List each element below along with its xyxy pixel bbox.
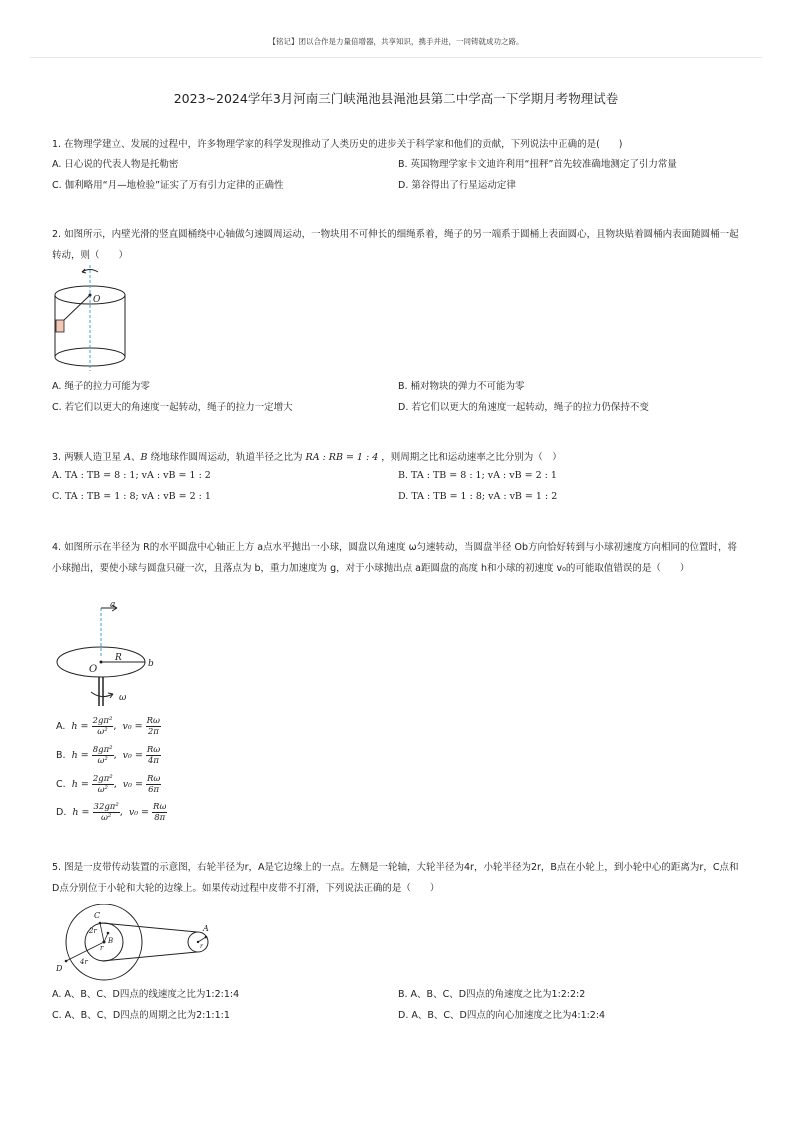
q5-stem: 5. 图是一皮带传动装置的示意图，右轮半径为r，A是它边缘上的一点。左侧是一轮轴，大轮半径为4r，小轮半径为2r，B点在小轮上，到小轮中心的距离为r，C点和D点分别位于小轮和大轮的边缘上。如果传动过程中皮带不打滑，下列说法正确的是（ ） [52, 862, 739, 894]
q4-stem: 4. 如图所示在半径为 R的水平圆盘中心轴正上方 a点水平抛出一小球，圆盘以角速度 ω匀速转动，当圆盘半径 Ob方向恰好转到与小球初速度方向相同的位置时，将小球抛出，要使小球与圆盘只碰一次，且落点为 b，重力加速度为 g，对于小球抛出点 a距圆盘的高度 h和小球的初速度 v₀的可能取值错误的是（ ） [52, 542, 738, 574]
q4-option-c: C. h = $\frac{\text{2gπ²}}{\text{ω²}}$ , v₀ = $\frac{R\omega}{6\pi}$ [56, 774, 161, 795]
q3-stem-ab: A、B [124, 452, 148, 463]
q1-option-b: B. 英国物理学家卡文迪许利用“扭秤”首先较准确地测定了引力常量 [398, 159, 677, 170]
q3-stem-ratio: RA : RB = 1 : 4 [305, 452, 379, 463]
q4-label-r: R [115, 653, 122, 663]
q1-option-c: C. 伽利略用“月—地检验”证实了万有引力定律的正确性 [52, 180, 284, 191]
q2-option-d: D. 若它们以更大的角速度一起转动，绳子的拉力仍保持不变 [398, 402, 649, 413]
q5-label-c: C [94, 911, 101, 920]
q3-stem [52, 447, 742, 468]
q5-label-d: D [56, 964, 63, 973]
q4-disk-figure [55, 600, 165, 708]
q2-option-a: A. 绳子的拉力可能为零 [52, 381, 150, 392]
q2-option-b: B. 桶对物块的弹力不可能为零 [398, 381, 525, 392]
q1-option-a: A. 日心说的代表人物是托勒密 [52, 159, 179, 170]
q3-stem-mid: 绕地球作圆周运动，轨道半径之比为 [150, 452, 303, 463]
header-note: 【铭记】团以合作是力量倍增器，共享知识，携手并进，一同铸就成功之路。 [268, 37, 524, 46]
q4-option-a: A. h = $\frac{\text{2gπ²}}{\text{ω²}}$ , v₀ = $\frac{R\omega}{2\pi}$ [56, 716, 160, 737]
q2-option-c: C. 若它们以更大的角速度一起转动，绳子的拉力一定增大 [52, 402, 293, 413]
q5-option-a: A. A、B、C、D四点的线速度之比为1:2:1:4 [52, 989, 240, 1000]
q4-option-d: D. h = $\frac{\text{32gπ²}}{\text{ω²}}$ , v₀ = $\frac{R\omega}{8\pi}$ [56, 802, 167, 823]
header-divider [30, 57, 762, 58]
q5-label-b: B [108, 937, 114, 945]
q5-belt-drive-figure [52, 904, 217, 984]
q2-cylinder-figure [50, 265, 135, 373]
q5-label-2r: 2r [89, 927, 97, 935]
q3-stem-pre: 3. 两颗人造卫星 [52, 452, 122, 463]
q5-label-r-a: r [200, 943, 203, 950]
q3-option-a: A. TA : TB = 8 : 1; vA : vB = 1 : 2 [52, 470, 211, 481]
q5-label-a: A [203, 924, 209, 933]
q5-option-b: B. A、B、C、D四点的角速度之比为1:2:2:2 [398, 989, 586, 1000]
q5-label-4r: 4r [80, 958, 88, 966]
q1-option-d: D. 第谷得出了行星运动定律 [398, 180, 516, 191]
q5-label-r: r [100, 944, 104, 952]
q4-label-o: O [89, 664, 98, 675]
q2-stem: 2. 如图所示，内壁光滑的竖直圆桶绕中心轴做匀速圆周运动，一物块用不可伸长的细绳系着，绳子的另一端系于圆桶上表面圆心，且物块贴着圆桶内表面随圆桶一起转动，则（ ） [52, 229, 739, 261]
q5-option-c: C. A、B、C、D四点的周期之比为2:1:1:1 [52, 1010, 230, 1021]
q1-stem: 1. 在物理学建立、发展的过程中，许多物理学家的科学发现推动了人类历史的进步关于科学家和他们的贡献，下列说法中正确的是( ) [52, 139, 623, 150]
q3-stem-post: ，则周期之比和运动速率之比分别为（ ） [381, 452, 562, 463]
q5-option-d: D. A、B、C、D四点的向心加速度之比为4:1:2:4 [398, 1010, 606, 1021]
q4-label-a: a [110, 600, 116, 610]
q4-option-b: B. h = $\frac{\text{8gπ²}}{\text{ω²}}$ , v₀ = $\frac{R\omega}{4\pi}$ [56, 745, 161, 766]
q3-option-c: C. TA : TB = 1 : 8; vA : vB = 2 : 1 [52, 491, 211, 502]
q4-label-omega: ω [119, 693, 127, 703]
exam-title: 2023~2024学年3月河南三门峡渑池县渑池县第二中学高一下学期月考物理试卷 [173, 91, 619, 106]
q3-option-d: D. TA : TB = 1 : 8; vA : vB = 1 : 2 [398, 491, 558, 502]
q4-label-b: b [148, 659, 154, 669]
q3-option-b: B. TA : TB = 8 : 1; vA : vB = 2 : 1 [398, 470, 557, 481]
q2-label-o: O [93, 295, 101, 305]
